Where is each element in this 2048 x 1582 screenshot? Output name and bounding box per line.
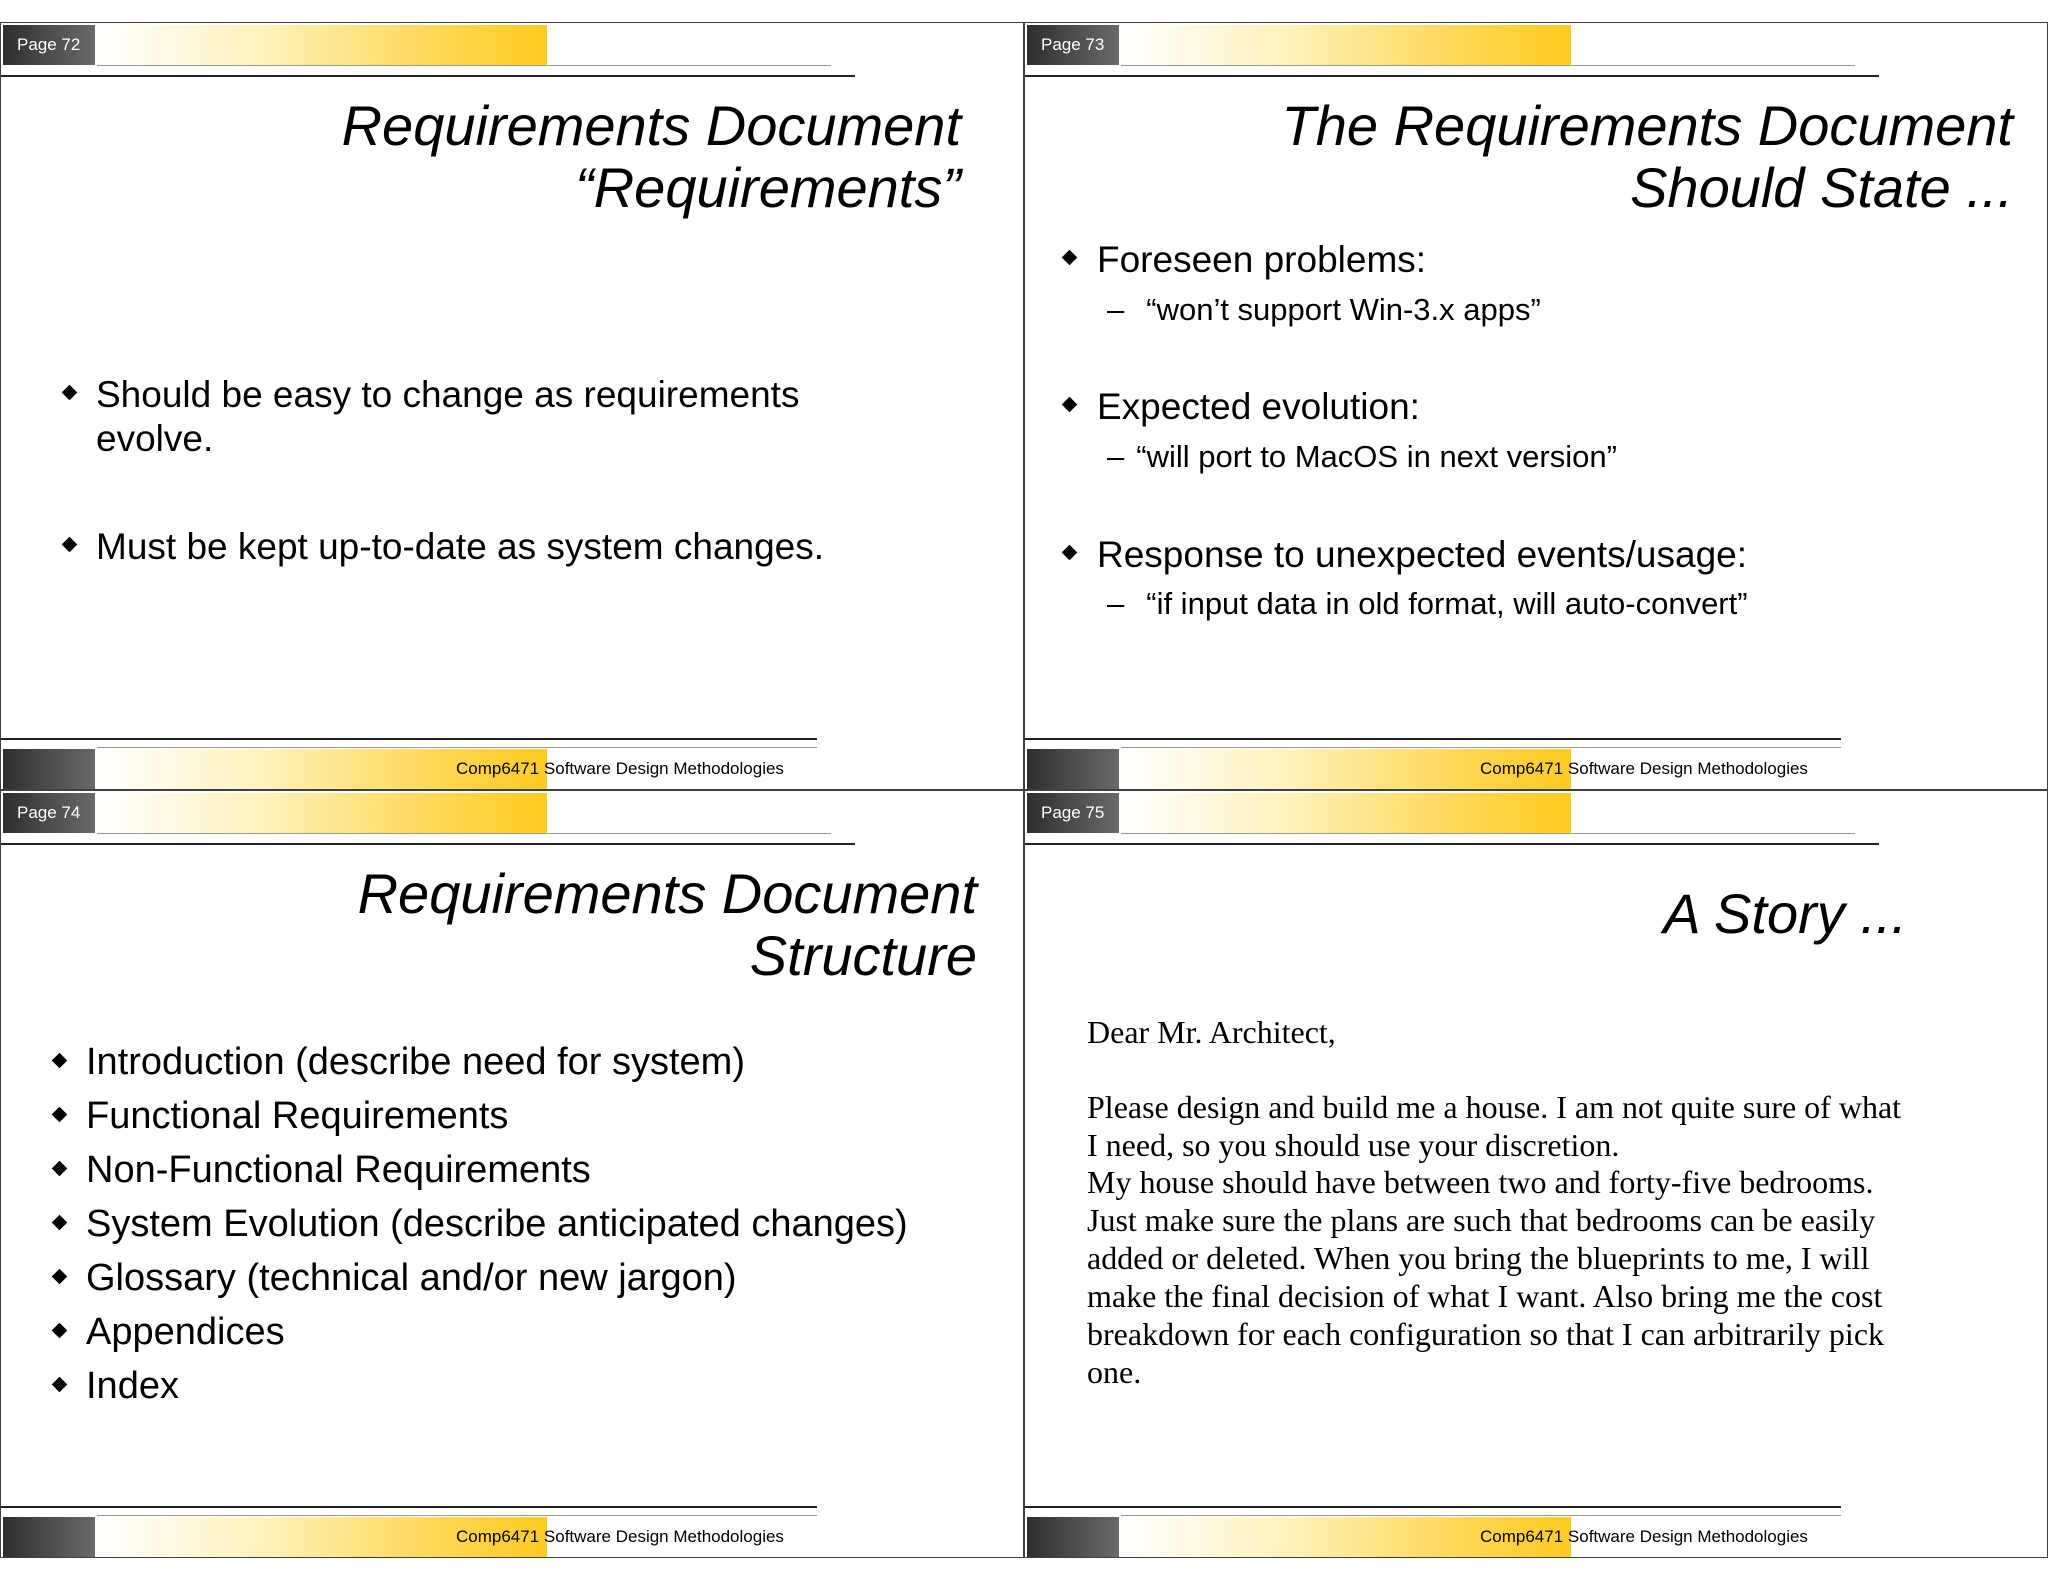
page-number: Page 74 [3, 793, 95, 833]
header-gradient-bar [1121, 25, 1571, 65]
bullet-item [49, 1089, 908, 1143]
header-rule [97, 65, 831, 66]
bullet-item [1059, 385, 1420, 429]
bullet-text: Index [86, 1365, 179, 1407]
footer-course-title: Software Design Methodologies [543, 1527, 784, 1546]
bullet-diamond-icon [52, 1107, 68, 1123]
sub-bullet-text: “if input data in old format, will auto-convert” [1146, 586, 1748, 621]
letter-line: breakdown for each configuration so that I can arbitrarily pick [1087, 1316, 1885, 1352]
footer-course-code: Comp6471 [1480, 1527, 1564, 1546]
bullet-item [59, 373, 799, 461]
dash-icon: – [1107, 586, 1125, 621]
page-number: Page 73 [1027, 25, 1119, 65]
footer-dark-block [3, 749, 95, 789]
bullet-diamond-icon [62, 537, 78, 553]
letter-line: I need, so you should use your discretion. [1087, 1127, 1620, 1163]
letter-line: My house should have between two and forty-five bedrooms. [1087, 1164, 1874, 1200]
bullet-text: Functional Requirements [86, 1095, 509, 1137]
letter-paragraph [1087, 1088, 1901, 1164]
header-rule [1121, 833, 1855, 834]
bullet-diamond-icon [52, 1323, 68, 1339]
slide-page-75 [1024, 790, 2048, 1558]
slide-title-line: Requirements Document [341, 94, 961, 157]
header-rule [1121, 65, 1855, 66]
bullet-diamond-icon [52, 1161, 68, 1177]
bullet-text: Glossary (technical and/or new jargon) [86, 1257, 737, 1299]
slide-title [358, 863, 977, 987]
sub-bullet-text: “will port to MacOS in next version” [1136, 439, 1617, 474]
bullet-item [59, 525, 824, 569]
bullet-item [49, 1035, 908, 1089]
slide-title [1663, 883, 1907, 945]
bullet-diamond-icon [52, 1377, 68, 1393]
footer-rule [1, 1506, 817, 1508]
bullet-item [1059, 238, 1426, 282]
bullet-diamond-icon [52, 1215, 68, 1231]
slide-title [342, 95, 961, 219]
bullet-text: Should be easy to change as requirements [96, 374, 800, 415]
footer-course-code: Comp6471 [456, 1527, 540, 1546]
letter-line: Please design and build me a house. I am not quite sure of what [1087, 1089, 1902, 1125]
footer-rule [1121, 1515, 1841, 1516]
slide-title-line: Should State ... [1630, 156, 2013, 219]
slide-page-72 [0, 22, 1024, 790]
bullet-diamond-icon [52, 1269, 68, 1285]
slide-page-73 [1024, 22, 2048, 790]
slide-page-74 [0, 790, 1024, 1558]
footer-caption [456, 1524, 784, 1550]
bullet-diamond-icon [1062, 397, 1078, 413]
letter-salutation: Dear Mr. Architect, [1087, 1014, 1336, 1050]
slide-title-line: The Requirements Document [1281, 94, 2013, 157]
letter-line: added or deleted. When you bring the blueprints to me, I will [1087, 1240, 1870, 1276]
bullet-diamond-icon [52, 1053, 68, 1069]
bullet-text: Foreseen problems: [1097, 239, 1427, 280]
bullet-list [49, 1035, 908, 1413]
sub-bullet-text: “won’t support Win-3.x apps” [1146, 292, 1541, 327]
sub-bullet-item [1107, 438, 1617, 476]
header-rule [1, 843, 855, 845]
slide-title-line: A Story ... [1663, 882, 1907, 945]
bullet-item [49, 1305, 908, 1359]
header-rule [1, 75, 855, 77]
footer-rule [1025, 738, 1841, 740]
bullet-text: Appendices [86, 1311, 285, 1353]
bullet-text: Introduction (describe need for system) [86, 1041, 745, 1083]
bullet-text: Must be kept up-to-date as system changes. [96, 526, 825, 567]
footer-caption [456, 756, 784, 782]
bullet-text: System Evolution (describe anticipated changes) [86, 1203, 908, 1245]
footer-course-title: Software Design Methodologies [1567, 759, 1808, 778]
sub-bullet-item [1107, 291, 1541, 329]
page-number: Page 72 [3, 25, 95, 65]
footer-rule [97, 1515, 817, 1516]
dash-icon: – [1107, 439, 1125, 474]
bullet-item [49, 1197, 908, 1251]
slide-title-line: Structure [749, 924, 977, 987]
letter-line: one. [1087, 1354, 1142, 1390]
footer-caption [1480, 1524, 1808, 1550]
footer-rule [1, 738, 817, 740]
footer-rule [1121, 747, 1841, 748]
footer-rule [97, 747, 817, 748]
bullet-text: Expected evolution: [1097, 386, 1420, 427]
footer-course-code: Comp6471 [1480, 759, 1564, 778]
bullet-item [1059, 533, 1747, 577]
header-gradient-bar [97, 25, 547, 65]
dash-icon: – [1107, 292, 1125, 327]
bullet-item [49, 1359, 908, 1413]
footer-dark-block [3, 1517, 95, 1557]
bullet-diamond-icon [1062, 250, 1078, 266]
header-gradient-bar [97, 793, 547, 833]
bullet-diamond-icon [62, 385, 78, 401]
bullet-item [49, 1251, 908, 1305]
footer-dark-block [1027, 749, 1119, 789]
header-rule [1025, 843, 1879, 845]
header-rule [97, 833, 831, 834]
footer-dark-block [1027, 1517, 1119, 1557]
letter-line: make the final decision of what I want. Also bring me the cost [1087, 1278, 1883, 1314]
sub-bullet-item [1107, 585, 1748, 623]
slide-title [1282, 95, 2013, 219]
slide-title-line: “Requirements” [575, 156, 961, 219]
bullet-text: Response to unexpected events/usage: [1097, 534, 1748, 575]
page-number: Page 75 [1027, 793, 1119, 833]
header-gradient-bar [1121, 793, 1571, 833]
footer-rule [1025, 1506, 1841, 1508]
bullet-text: evolve. [96, 418, 214, 459]
bullet-diamond-icon [1062, 545, 1078, 561]
footer-course-title: Software Design Methodologies [1567, 1527, 1808, 1546]
letter-paragraph [1087, 1163, 1884, 1391]
footer-caption [1480, 756, 1808, 782]
slide-title-line: Requirements Document [357, 862, 977, 925]
bullet-text: Non-Functional Requirements [86, 1149, 591, 1191]
header-rule [1025, 75, 1879, 77]
bullet-item [49, 1143, 908, 1197]
letter-line: Just make sure the plans are such that bedrooms can be easily [1087, 1202, 1876, 1238]
footer-course-code: Comp6471 [456, 759, 540, 778]
footer-course-title: Software Design Methodologies [543, 759, 784, 778]
